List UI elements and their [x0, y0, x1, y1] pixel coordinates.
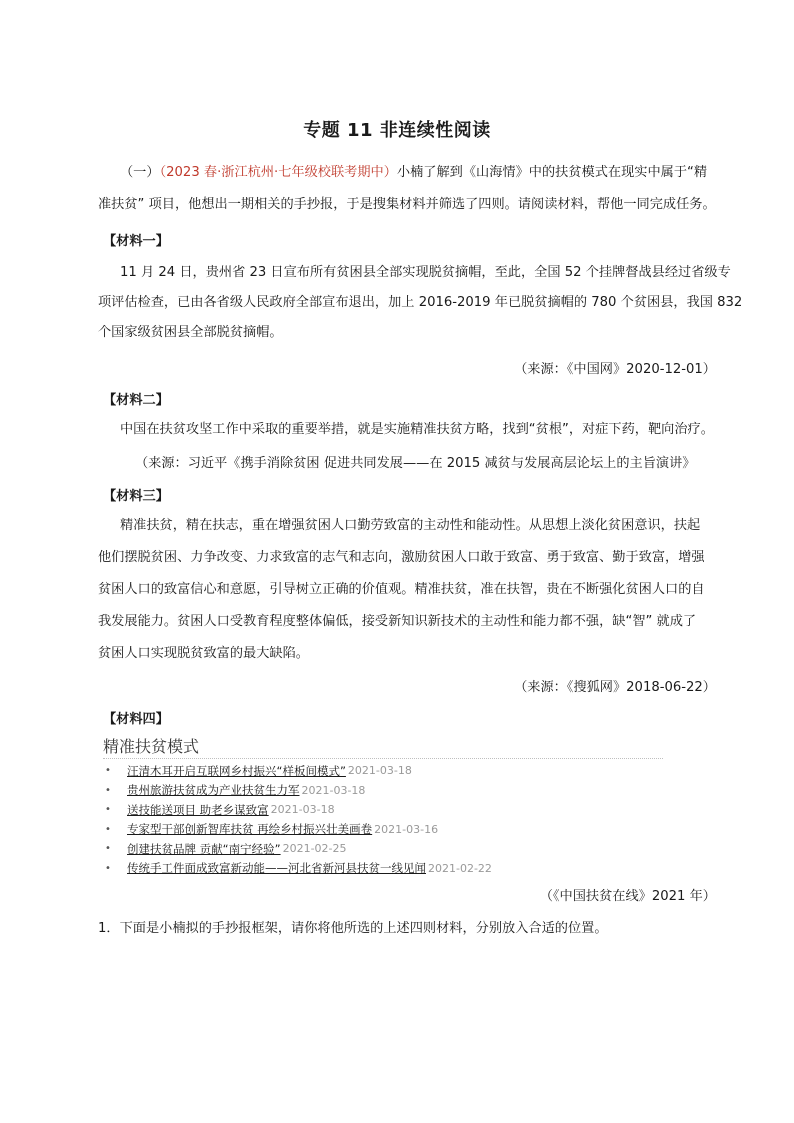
news-link[interactable]: 创建扶贫品牌 贡献“南宁经验” — [127, 841, 281, 856]
news-link[interactable]: 送技能送项目 助老乡谋致富 — [127, 802, 269, 817]
material-2-heading: 【材料二】 — [103, 393, 169, 408]
bullet-icon: • — [105, 862, 111, 874]
material-3-source: （来源：《搜狐网》2018-06-22） — [514, 680, 716, 695]
news-link[interactable]: 汪清木耳开启互联网乡村振兴“样板间模式” — [127, 763, 346, 778]
material-1-source: （来源：《中国网》2020-12-01） — [514, 362, 716, 377]
material-1-heading: 【材料一】 — [103, 234, 169, 249]
list-item — [103, 781, 663, 801]
material-1-line: 个国家级贫困县全部脱贫摘帽。 — [98, 325, 283, 340]
material-1-line: 11 月 24 日，贵州省 23 日宣布所有贫困县全部实现脱贫摘帽，至此，全国 52 个挂牌督战县经过省级专 — [120, 265, 731, 280]
list-item — [103, 820, 663, 840]
news-date: 2021-03-16 — [374, 822, 439, 836]
material-2-line: 中国在扶贫攻坚工作中采取的重要举措，就是实施精准扶贫方略，找到“贫根”，对症下药，靶向治疗。 — [120, 422, 714, 437]
news-link[interactable]: 贵州旅游扶贫成为产业扶贫生力军 — [127, 783, 300, 798]
material-4-heading: 【材料四】 — [103, 712, 169, 727]
list-item — [103, 839, 663, 859]
question-1: 1．下面是小楠拟的手抄报框架，请你将他所选的上述四则材料，分别放入合适的位置。 — [98, 921, 608, 936]
news-date: 2021-02-25 — [282, 842, 347, 856]
intro-text: 小楠了解到《山海情》中的扶贫模式在现实中属于“精 — [396, 165, 708, 180]
bullet-icon: • — [105, 843, 111, 855]
news-date: 2021-02-22 — [428, 861, 492, 875]
list-item — [103, 800, 663, 820]
page-title: 专题 11 非连续性阅读 — [303, 120, 491, 141]
material-3-line: 他们摆脱贫困、力争改变、力求致富的志气和志向，激励贫困人口敢于致富、勇于致富、勤于致富，增强 — [98, 550, 705, 565]
material-3-line: 精准扶贫，精在扶志，重在增强贫困人口勤劳致富的主动性和能动性。从思想上淡化贫困意识，扶起 — [120, 518, 701, 533]
bullet-icon: • — [105, 804, 111, 816]
material-4-source: （《中国扶贫在线》2021 年） — [539, 889, 716, 904]
material-3-line: 贫困人口的致富信心和意愿，引导树立正确的价值观。精准扶贫，准在扶智，贵在不断强化贫困人口的自 — [98, 582, 705, 597]
bullet-icon: • — [105, 765, 111, 777]
intro-number: （一） — [120, 165, 160, 180]
material-3-heading: 【材料三】 — [103, 489, 169, 504]
news-date: 2021-03-18 — [347, 764, 412, 778]
bullet-icon: • — [105, 823, 111, 835]
news-date: 2021-03-18 — [301, 783, 366, 797]
material-1-line: 项评估检查，已由各省级人民政府全部宣布退出，加上 2016-2019 年已脱贫摘帽的 780 个贫困县，我国 832 — [98, 295, 743, 310]
news-date: 2021-03-18 — [270, 803, 335, 817]
news-list-title: 精准扶贫模式 — [103, 737, 200, 756]
bullet-icon: • — [105, 784, 111, 796]
divider — [103, 758, 663, 759]
intro-line-2: 准扶贫” 项目，他想出一期相关的手抄报，于是搜集材料并筛选了四则。请阅读材料，帮他一同完成任务。 — [98, 197, 716, 212]
intro-line-1 — [120, 163, 746, 183]
material-3-line: 贫困人口实现脱贫致富的最大缺陷。 — [98, 646, 309, 661]
news-link[interactable]: 传统手工件面成致富新动能——河北省新河县扶贫一线见闻 — [127, 861, 426, 876]
list-item — [103, 761, 663, 781]
news-list-screenshot — [103, 736, 663, 876]
list-item — [103, 859, 663, 879]
material-3-line: 我发展能力。贫困人口受教育程度整体偏低，接受新知识新技术的主动性和能力都不强，缺“智” 就成了 — [98, 614, 697, 629]
material-2-source: （来源：习近平《携手消除贫困 促进共同发展——在 2015 减贫与发展高层论坛上的主旨演讲》 — [135, 456, 696, 471]
news-link[interactable]: 专家型干部创新智库扶贫 再绘乡村振兴壮美画卷 — [127, 822, 373, 837]
intro-source-tag: （2023 春·浙江杭州·七年级校联考期中） — [159, 165, 397, 180]
